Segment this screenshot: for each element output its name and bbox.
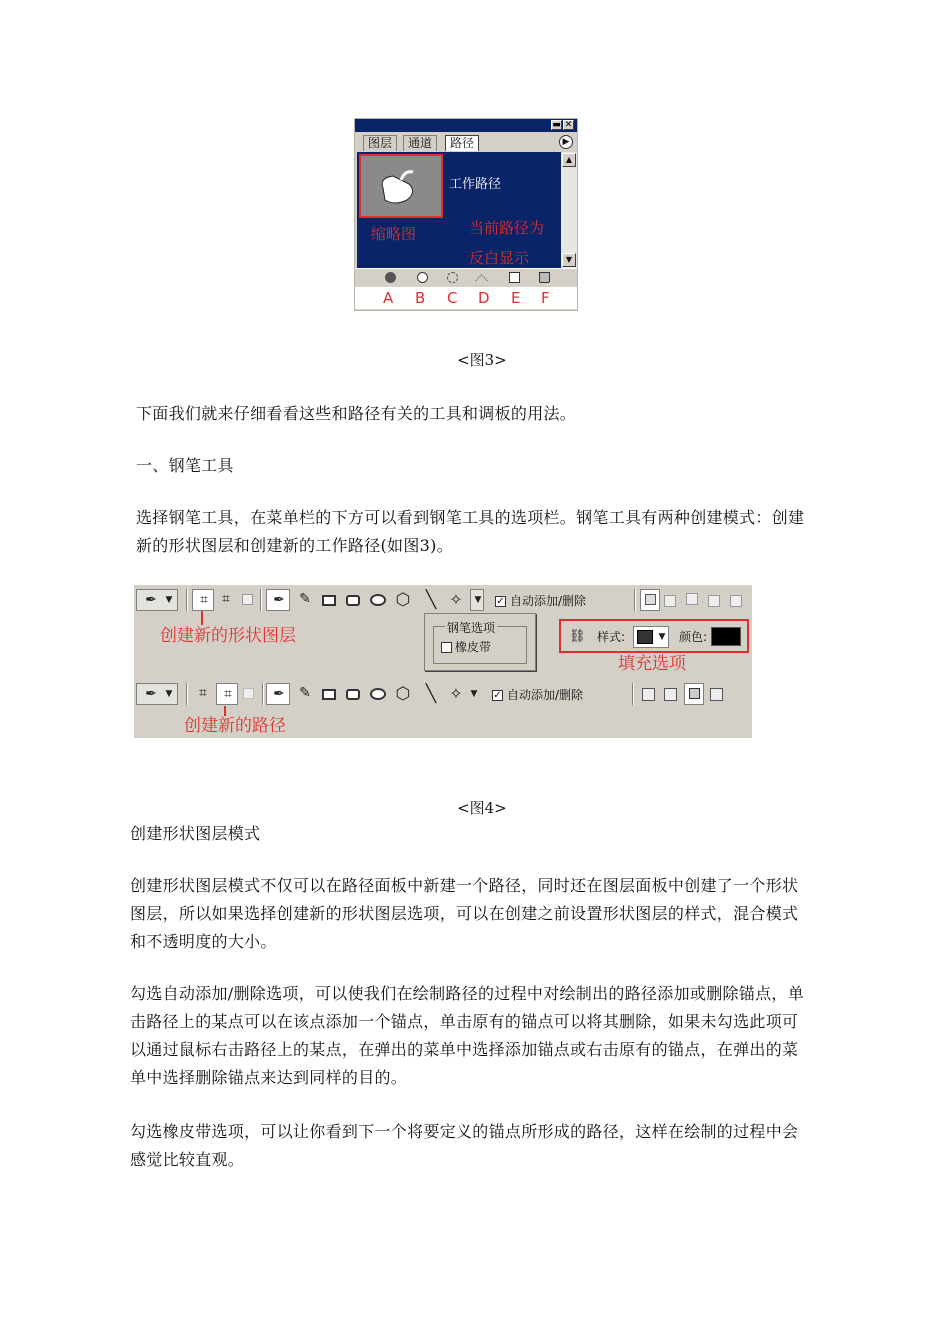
panel-button-bar (355, 268, 577, 287)
auto-add-delete-checkbox[interactable]: ✓ (493, 690, 502, 701)
letter-e: E (511, 289, 521, 307)
close-icon[interactable]: ✕ (564, 120, 573, 130)
create-new-shape-button[interactable] (640, 589, 660, 611)
rubber-band-checkbox[interactable] (441, 642, 452, 653)
pen-paragraph-line-2: 新的形状图层和创建新的工作路径(如图3)。 (136, 536, 453, 555)
annotation-pointer (201, 611, 203, 625)
separator (632, 683, 634, 705)
panel-scrollbar[interactable] (561, 152, 577, 268)
intersect-path-button[interactable] (684, 683, 704, 705)
exclude-path-icon[interactable] (710, 688, 723, 701)
line-tool-icon[interactable]: ╲ (425, 590, 437, 610)
ellipse-tool-icon[interactable] (370, 688, 386, 700)
pen-options-figure (134, 585, 752, 738)
rectangle-tool-icon[interactable] (322, 595, 336, 606)
link-icon[interactable]: ⛓ (569, 629, 586, 644)
auto-add-delete-label: 自动添加/删除 (507, 688, 584, 702)
color-label: 颜色: (679, 630, 708, 644)
subtract-shape-icon[interactable] (686, 593, 698, 605)
options-bar-shape-mode (134, 585, 752, 615)
fill-path-icon[interactable] (385, 272, 396, 283)
polygon-tool-icon[interactable]: ⬡ (395, 684, 411, 704)
pen-tool-button[interactable] (266, 589, 290, 611)
rubber-band-label: 橡皮带 (455, 640, 492, 654)
chevron-down-icon: ▼ (474, 595, 482, 605)
rounded-rectangle-tool-icon[interactable] (346, 689, 360, 700)
annotation-new-path: 创建新的路径 (184, 716, 286, 736)
chevron-down-icon: ▼ (165, 595, 173, 605)
paragraph-2-line-1: 勾选自动添加/删除选项，可以使我们在绘制路径的过程中对绘制出的路径添加或删除锚点，单 (130, 984, 804, 1003)
geometry-options-dropdown[interactable] (470, 589, 484, 611)
rectangle-tool-icon[interactable] (322, 689, 336, 700)
make-work-path-icon[interactable] (475, 274, 488, 287)
annotation-current-path-1: 当前路径为 (469, 219, 545, 237)
minimize-icon[interactable]: ▬ (552, 120, 561, 130)
color-swatch[interactable] (711, 627, 741, 646)
freeform-pen-icon: ✎ (299, 591, 311, 607)
chevron-down-icon: ▼ (165, 689, 173, 699)
annotation-new-shape-layer: 创建新的形状图层 (160, 626, 296, 646)
intersect-path-icon (689, 688, 700, 699)
separator (262, 683, 264, 705)
separator (186, 589, 188, 611)
letter-b: B (415, 289, 426, 307)
rounded-rectangle-tool-icon[interactable] (346, 595, 360, 606)
shape-layer-icon: ⌗ (199, 685, 207, 701)
annotation-current-path-2: 反白显示 (469, 249, 530, 267)
load-selection-icon[interactable] (447, 272, 458, 283)
paths-list (357, 152, 561, 268)
paths-mode-button[interactable] (216, 683, 238, 705)
intersect-shape-icon[interactable] (708, 595, 720, 607)
stroke-path-icon[interactable] (417, 272, 428, 283)
paragraph-1-line-2: 图层，所以如果选择创建新的形状图层选项，可以在创建之前设置形状图层的样式，混合模式 (130, 904, 799, 923)
fill-pixels-icon (242, 594, 253, 605)
paragraph-2-line-2: 击路径上的某点可以在该点添加一个锚点，单击原有的锚点可以将其删除，如果未勾选此项可 (130, 1012, 799, 1031)
polygon-tool-icon[interactable]: ⬡ (395, 590, 411, 610)
shape-layers-mode-button[interactable] (192, 683, 214, 705)
path-thumbnail (359, 154, 443, 218)
trash-icon[interactable] (539, 272, 550, 283)
shape-layer-icon: ⌗ (200, 592, 208, 608)
separator (634, 589, 636, 611)
ellipse-tool-icon[interactable] (370, 594, 386, 606)
paragraph-3-line-2: 感觉比较直观。 (130, 1150, 245, 1169)
pen-tool-icon: ✒ (145, 686, 157, 702)
paragraph-2-line-3: 以通过鼠标右击路径上的某点，在弹出的菜单中选择添加锚点或右击原有的锚点，在弹出的菜 (130, 1040, 799, 1059)
new-path-icon[interactable] (509, 272, 520, 283)
auto-add-delete-label: 自动添加/删除 (510, 594, 587, 608)
letter-c: C (447, 289, 458, 307)
pen-paragraph-line-1: 选择钢笔工具，在菜单栏的下方可以看到钢笔工具的选项栏。钢笔工具有两种创建模式：创建 (136, 508, 805, 527)
tab-layers[interactable]: 图层 (363, 135, 397, 151)
separator (186, 683, 188, 705)
shape-layers-mode-button[interactable] (192, 589, 214, 611)
section-title: 一、钢笔工具 (136, 456, 234, 475)
pen-icon: ✒ (273, 592, 285, 608)
fill-pixels-icon (243, 688, 254, 699)
letter-f: F (541, 289, 550, 307)
tab-paths[interactable]: 路径 (445, 135, 479, 151)
paragraph-1-line-1: 创建形状图层模式不仅可以在路径面板中新建一个路径，同时还在图层面板中创建了一个形状 (130, 876, 799, 895)
tool-preset-picker[interactable] (136, 589, 178, 611)
tool-preset-picker[interactable] (136, 683, 178, 705)
pen-tool-button[interactable] (266, 683, 290, 705)
add-to-shape-icon[interactable] (664, 595, 676, 607)
letter-d: D (478, 289, 490, 307)
exclude-shape-icon[interactable] (730, 595, 742, 607)
freeform-pen-button[interactable] (294, 589, 316, 611)
custom-shape-icon[interactable]: ✧ (449, 684, 463, 703)
annotation-fill-options: 填充选项 (618, 654, 686, 674)
scroll-down-icon[interactable]: ▼ (562, 253, 576, 267)
style-swatch-icon (637, 630, 653, 644)
path-name: 工作路径 (449, 177, 502, 192)
pen-options-title: 钢笔选项 (447, 621, 496, 635)
paragraph-2-line-4: 单中选择删除锚点来达到同样的目的。 (130, 1068, 408, 1087)
paragraph-3-line-1: 勾选橡皮带选项，可以让你看到下一个将要定义的锚点所形成的路径，这样在绘制的过程中会 (130, 1122, 799, 1141)
fill-pixels-button[interactable] (240, 683, 258, 705)
button-letters (355, 287, 577, 309)
panel-menu-icon[interactable]: ▶ (559, 135, 573, 149)
pen-icon: ✒ (273, 686, 285, 702)
subtract-path-icon[interactable] (664, 688, 677, 701)
figure-3-caption: <图3> (457, 351, 507, 369)
add-to-path-icon[interactable] (642, 688, 655, 701)
line-tool-icon[interactable]: ╲ (425, 684, 437, 704)
tab-channels[interactable]: 通道 (403, 135, 437, 151)
pen-tool-icon: ✒ (145, 592, 157, 608)
annotation-thumbnail: 缩略图 (371, 225, 417, 243)
panel-titlebar (355, 119, 577, 132)
shape-mode-title: 创建形状图层模式 (130, 824, 261, 843)
figure-4-caption: <图4> (457, 799, 507, 817)
paragraph-1-line-3: 和不透明度的大小。 (130, 932, 277, 951)
paths-list-empty (357, 218, 561, 268)
style-label: 样式: (597, 630, 626, 644)
freeform-pen-icon: ✎ (299, 685, 311, 701)
fill-pixels-button[interactable] (238, 589, 256, 611)
pen-options-popup (424, 613, 536, 671)
paths-panel-figure (354, 118, 578, 311)
custom-shape-icon[interactable]: ✧ (449, 590, 463, 609)
paths-mode-icon: ⌗ (222, 591, 230, 607)
auto-add-delete-checkbox[interactable]: ✓ (496, 596, 505, 607)
paths-mode-button[interactable] (216, 589, 236, 611)
options-bar-path-mode (134, 679, 752, 709)
annotation-pointer (224, 706, 226, 716)
letter-a: A (383, 289, 394, 307)
freeform-pen-button[interactable] (294, 683, 316, 705)
fill-options-box (559, 619, 749, 653)
path-shape-icon (361, 156, 441, 216)
chevron-down-icon: ▼ (658, 632, 666, 642)
scroll-up-icon[interactable]: ▲ (562, 153, 576, 167)
separator (260, 589, 262, 611)
paths-mode-icon: ⌗ (224, 686, 232, 702)
chevron-down-icon[interactable]: ▼ (470, 689, 478, 699)
intro-paragraph: 下面我们就来仔细看看这些和路径有关的工具和调板的用法。 (136, 404, 577, 423)
new-shape-icon (645, 594, 656, 605)
path-row-selected[interactable] (357, 152, 561, 218)
style-picker[interactable] (633, 626, 669, 648)
panel-tabs (355, 132, 577, 152)
